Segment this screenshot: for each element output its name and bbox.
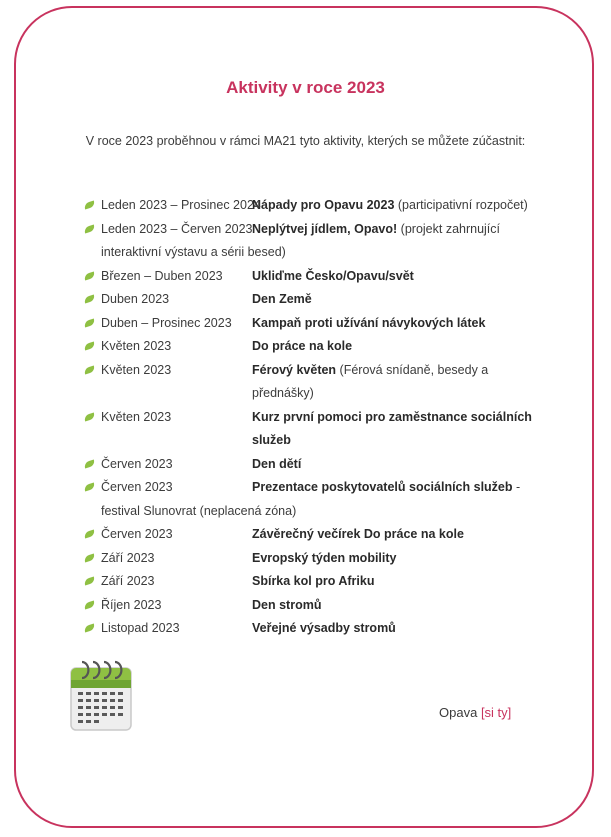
opava-logo — [439, 705, 511, 720]
list-item — [84, 218, 544, 265]
list-item — [84, 523, 544, 547]
activity-name: Kampaň proti užívání návykových látek — [252, 315, 486, 330]
logo-accent: [si ty] — [480, 705, 512, 720]
activity-date: Říjen 2023 — [101, 597, 162, 612]
list-item — [84, 453, 544, 477]
activity-name: Kurz první pomoci pro zaměstnance sociálních služeb — [252, 409, 532, 447]
intro-text: V roce 2023 proběhnou v rámci MA21 tyto aktivity, kterých se můžete zúčastnit: — [85, 134, 526, 148]
activity-name: Den stromů — [252, 597, 322, 612]
activity-date: Červen 2023 — [101, 527, 173, 541]
activity-date: Duben 2023 — [101, 292, 170, 306]
list-item — [84, 335, 544, 359]
activity-date: Červen 2023 — [101, 456, 173, 471]
logo-text: Opava — [439, 705, 478, 720]
activity-name: Den dětí — [252, 456, 302, 471]
activity-date: Září 2023 — [101, 550, 155, 565]
activity-date: Květen 2023 — [101, 339, 172, 353]
activity-list — [84, 194, 544, 641]
activity-name: Prezentace poskytovatelů sociálních služeb — [252, 480, 513, 494]
activity-date: Květen 2023 — [101, 409, 172, 424]
list-item — [84, 570, 544, 594]
activity-name: Neplýtvej jídlem, Opavo! — [252, 221, 398, 236]
list-item — [84, 476, 544, 523]
activity-note: (projekt zahrnující interaktivní výstavu a sérii besed) — [101, 221, 501, 259]
activity-date: Červen 2023 — [101, 480, 173, 494]
activity-date: Leden 2023 – Červen 2023 — [101, 221, 253, 236]
activity-name: Ukliďme Česko/Opavu/svět — [252, 268, 414, 283]
list-item — [84, 312, 544, 336]
activity-date: Květen 2023 — [101, 362, 172, 377]
activity-name: Férový květen — [252, 362, 337, 377]
activity-name: Do práce na kole — [252, 339, 353, 353]
activity-name: Evropský týden mobility — [252, 550, 397, 565]
list-item — [84, 265, 544, 289]
list-item — [84, 617, 544, 641]
activity-date: Duben – Prosinec 2023 — [101, 315, 232, 330]
list-item — [84, 288, 544, 312]
list-item — [84, 359, 544, 406]
activity-note: (Férová snídaně, besedy a přednášky) — [252, 362, 489, 400]
activity-note: - festival Slunovrat (neplacená zóna) — [101, 480, 521, 518]
activity-name: Závěrečný večírek Do práce na kole — [252, 527, 464, 541]
activity-name: Sbírka kol pro Afriku — [252, 574, 375, 588]
activity-note: (participativní rozpočet) — [394, 198, 528, 212]
list-item — [84, 406, 544, 453]
list-item — [84, 194, 544, 218]
page-title: Aktivity v roce 2023 — [226, 78, 385, 97]
activity-date: Leden 2023 – Prosinec 2024 — [101, 198, 261, 212]
activity-date: Září 2023 — [101, 574, 155, 588]
list-item — [84, 594, 544, 618]
list-item — [84, 547, 544, 571]
activity-date: Březen – Duben 2023 — [101, 268, 223, 283]
activity-name: Veřejné výsadby stromů — [252, 621, 396, 635]
activity-name: Nápady pro Opavu 2023 — [252, 198, 395, 212]
calendar-icon — [68, 658, 134, 732]
activity-name: Den Země — [252, 292, 312, 306]
activity-date: Listopad 2023 — [101, 621, 180, 635]
